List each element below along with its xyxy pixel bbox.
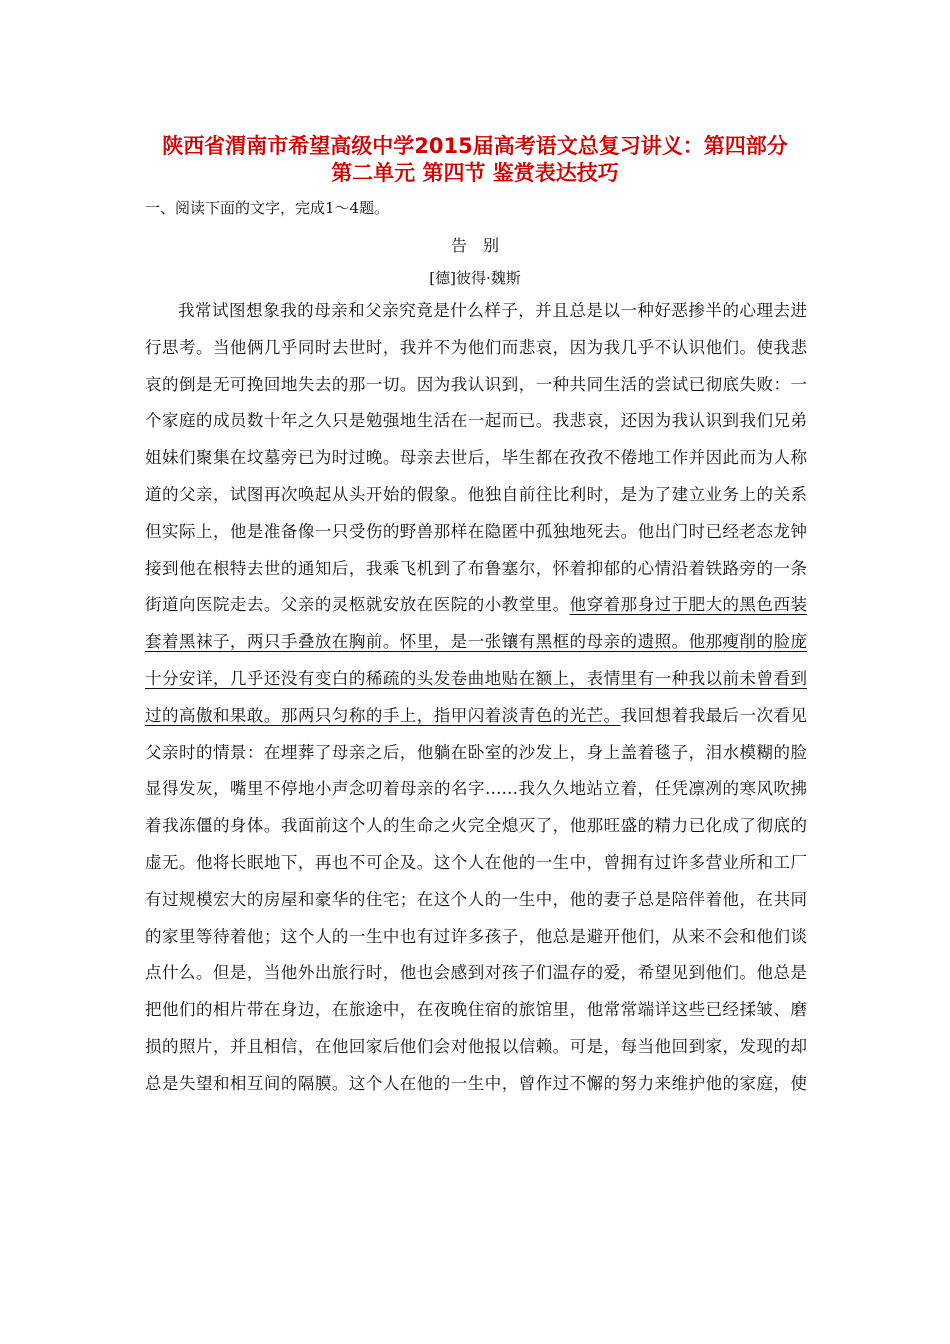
- text-line: [145, 919, 807, 956]
- underlined-text: 套着黑袜子，两只手叠放在胸前。怀里，是一张镶有黑框的母亲的遗照。他那瘦削的脸庞: [145, 632, 807, 652]
- text-line: [145, 477, 807, 514]
- document-title-line-2: 第二单元 第四节 鉴赏表达技巧: [331, 161, 619, 185]
- line-text: 接到他在根特去世的通知后，我乘飞机到了布鲁塞尔，怀着抑郁的心情沿着铁路旁的一条: [145, 558, 807, 578]
- line-text: 道的父亲，试图再次唤起从头开始的假象。他独自前往比利时，是为了建立业务上的关系: [145, 484, 807, 504]
- reading-instruction: 一、阅读下面的文字，完成1～4题。: [145, 199, 390, 217]
- text-line: [145, 1029, 807, 1066]
- line-text-after: 我回想着我最后一次看见: [620, 705, 808, 725]
- text-line: [145, 587, 807, 624]
- line-text: 总是失望和相互间的隔膜。这个人在他的一生中，曾作过不懈的努力来维护他的家庭，使: [145, 1073, 807, 1093]
- text-line: [145, 955, 807, 992]
- line-text: 显得发灰，嘴里不停地小声念叨着母亲的名字……我久久地站立着，任凭凛冽的寒风吹拂: [145, 779, 807, 799]
- line-text: 但实际上，他是准备像一只受伤的野兽那样在隐匿中孤独地死去。他出门时已经老态龙钟: [145, 521, 807, 541]
- line-text: 点什么。但是，当他外出旅行时，他也会感到对孩子们温存的爱，希望见到他们。他总是: [145, 963, 807, 983]
- text-line: [145, 514, 807, 551]
- line-text: 街道向医院走去。父亲的灵柩就安放在医院的小教堂里。: [145, 595, 570, 615]
- line-text: 我常试图想象我的母亲和父亲究竟是什么样子，并且总是以一种好恶掺半的心理去进: [178, 301, 807, 320]
- text-line: [145, 735, 807, 772]
- text-line: [145, 845, 807, 882]
- line-text: 有过规模宏大的房屋和豪华的住宅；在这个人的一生中，他的妻子总是陪伴着他，在共同: [145, 889, 807, 909]
- text-line: [145, 1066, 807, 1103]
- text-line: [145, 624, 807, 661]
- line-text: 父亲时的情景：在埋葬了母亲之后，他躺在卧室的沙发上，身上盖着毯子，泪水模糊的脸: [145, 742, 807, 762]
- line-text: 损的照片，并且相信，在他回家后他们会对他报以信赖。可是，每当他回到家，发现的却: [145, 1036, 807, 1056]
- text-line: [145, 808, 807, 845]
- underlined-text: 十分安详，几乎还没有变白的稀疏的头发卷曲地贴在额上，表情里有一种我以前未曾看到: [145, 668, 807, 688]
- text-line: [145, 330, 807, 367]
- document-title-line-1: 陕西省渭南市希望高级中学2015届高考语文总复习讲义：第四部分: [162, 134, 788, 158]
- story-body: [145, 293, 807, 1103]
- text-line: [145, 440, 807, 477]
- text-line: [145, 367, 807, 404]
- text-line: [145, 661, 807, 698]
- story-author: [德]彼得·魏斯: [429, 269, 521, 287]
- text-line: [145, 992, 807, 1029]
- line-text: 姐妹们聚集在坟墓旁已为时过晚。母亲去世后，毕生都在孜孜不倦地工作并因此而为人称: [145, 448, 807, 468]
- underlined-text: 过的高傲和果敢。那两只匀称的手上，指甲闪着淡青色的光芒。: [145, 705, 621, 725]
- line-text: 行思考。当他俩几乎同时去世时，我并不为他们而悲哀，因为我几乎不认识他们。使我悲: [145, 337, 807, 357]
- line-text: 个家庭的成员数十年之久只是勉强地生活在一起而已。我悲哀，还因为我认识到我们兄弟: [145, 411, 807, 431]
- text-line: [145, 771, 807, 808]
- underlined-text: 他穿着那身过于肥大的黑色西装: [569, 595, 808, 615]
- text-line: [145, 403, 807, 440]
- story-title: 告 别: [450, 236, 499, 255]
- line-text: 着我冻僵的身体。我面前这个人的生命之火完全熄灭了，他那旺盛的精力已化成了彻底的: [145, 816, 807, 836]
- line-text: 把他们的相片带在身边，在旅途中，在夜晚住宿的旅馆里，他常常端详这些已经揉皱、磨: [145, 1000, 807, 1020]
- text-line: [145, 698, 807, 735]
- text-line: [145, 293, 807, 330]
- text-line: [145, 551, 807, 588]
- text-line: [145, 882, 807, 919]
- line-text: 哀的倒是无可挽回地失去的那一切。因为我认识到，一种共同生活的尝试已彻底失败：一: [145, 374, 807, 394]
- line-text: 的家里等待着他；这个人的一生中也有过许多孩子，他总是避开他们，从来不会和他们谈: [145, 926, 807, 946]
- line-text: 虚无。他将长眠地下，再也不可企及。这个人在他的一生中，曾拥有过许多营业所和工厂: [145, 852, 807, 872]
